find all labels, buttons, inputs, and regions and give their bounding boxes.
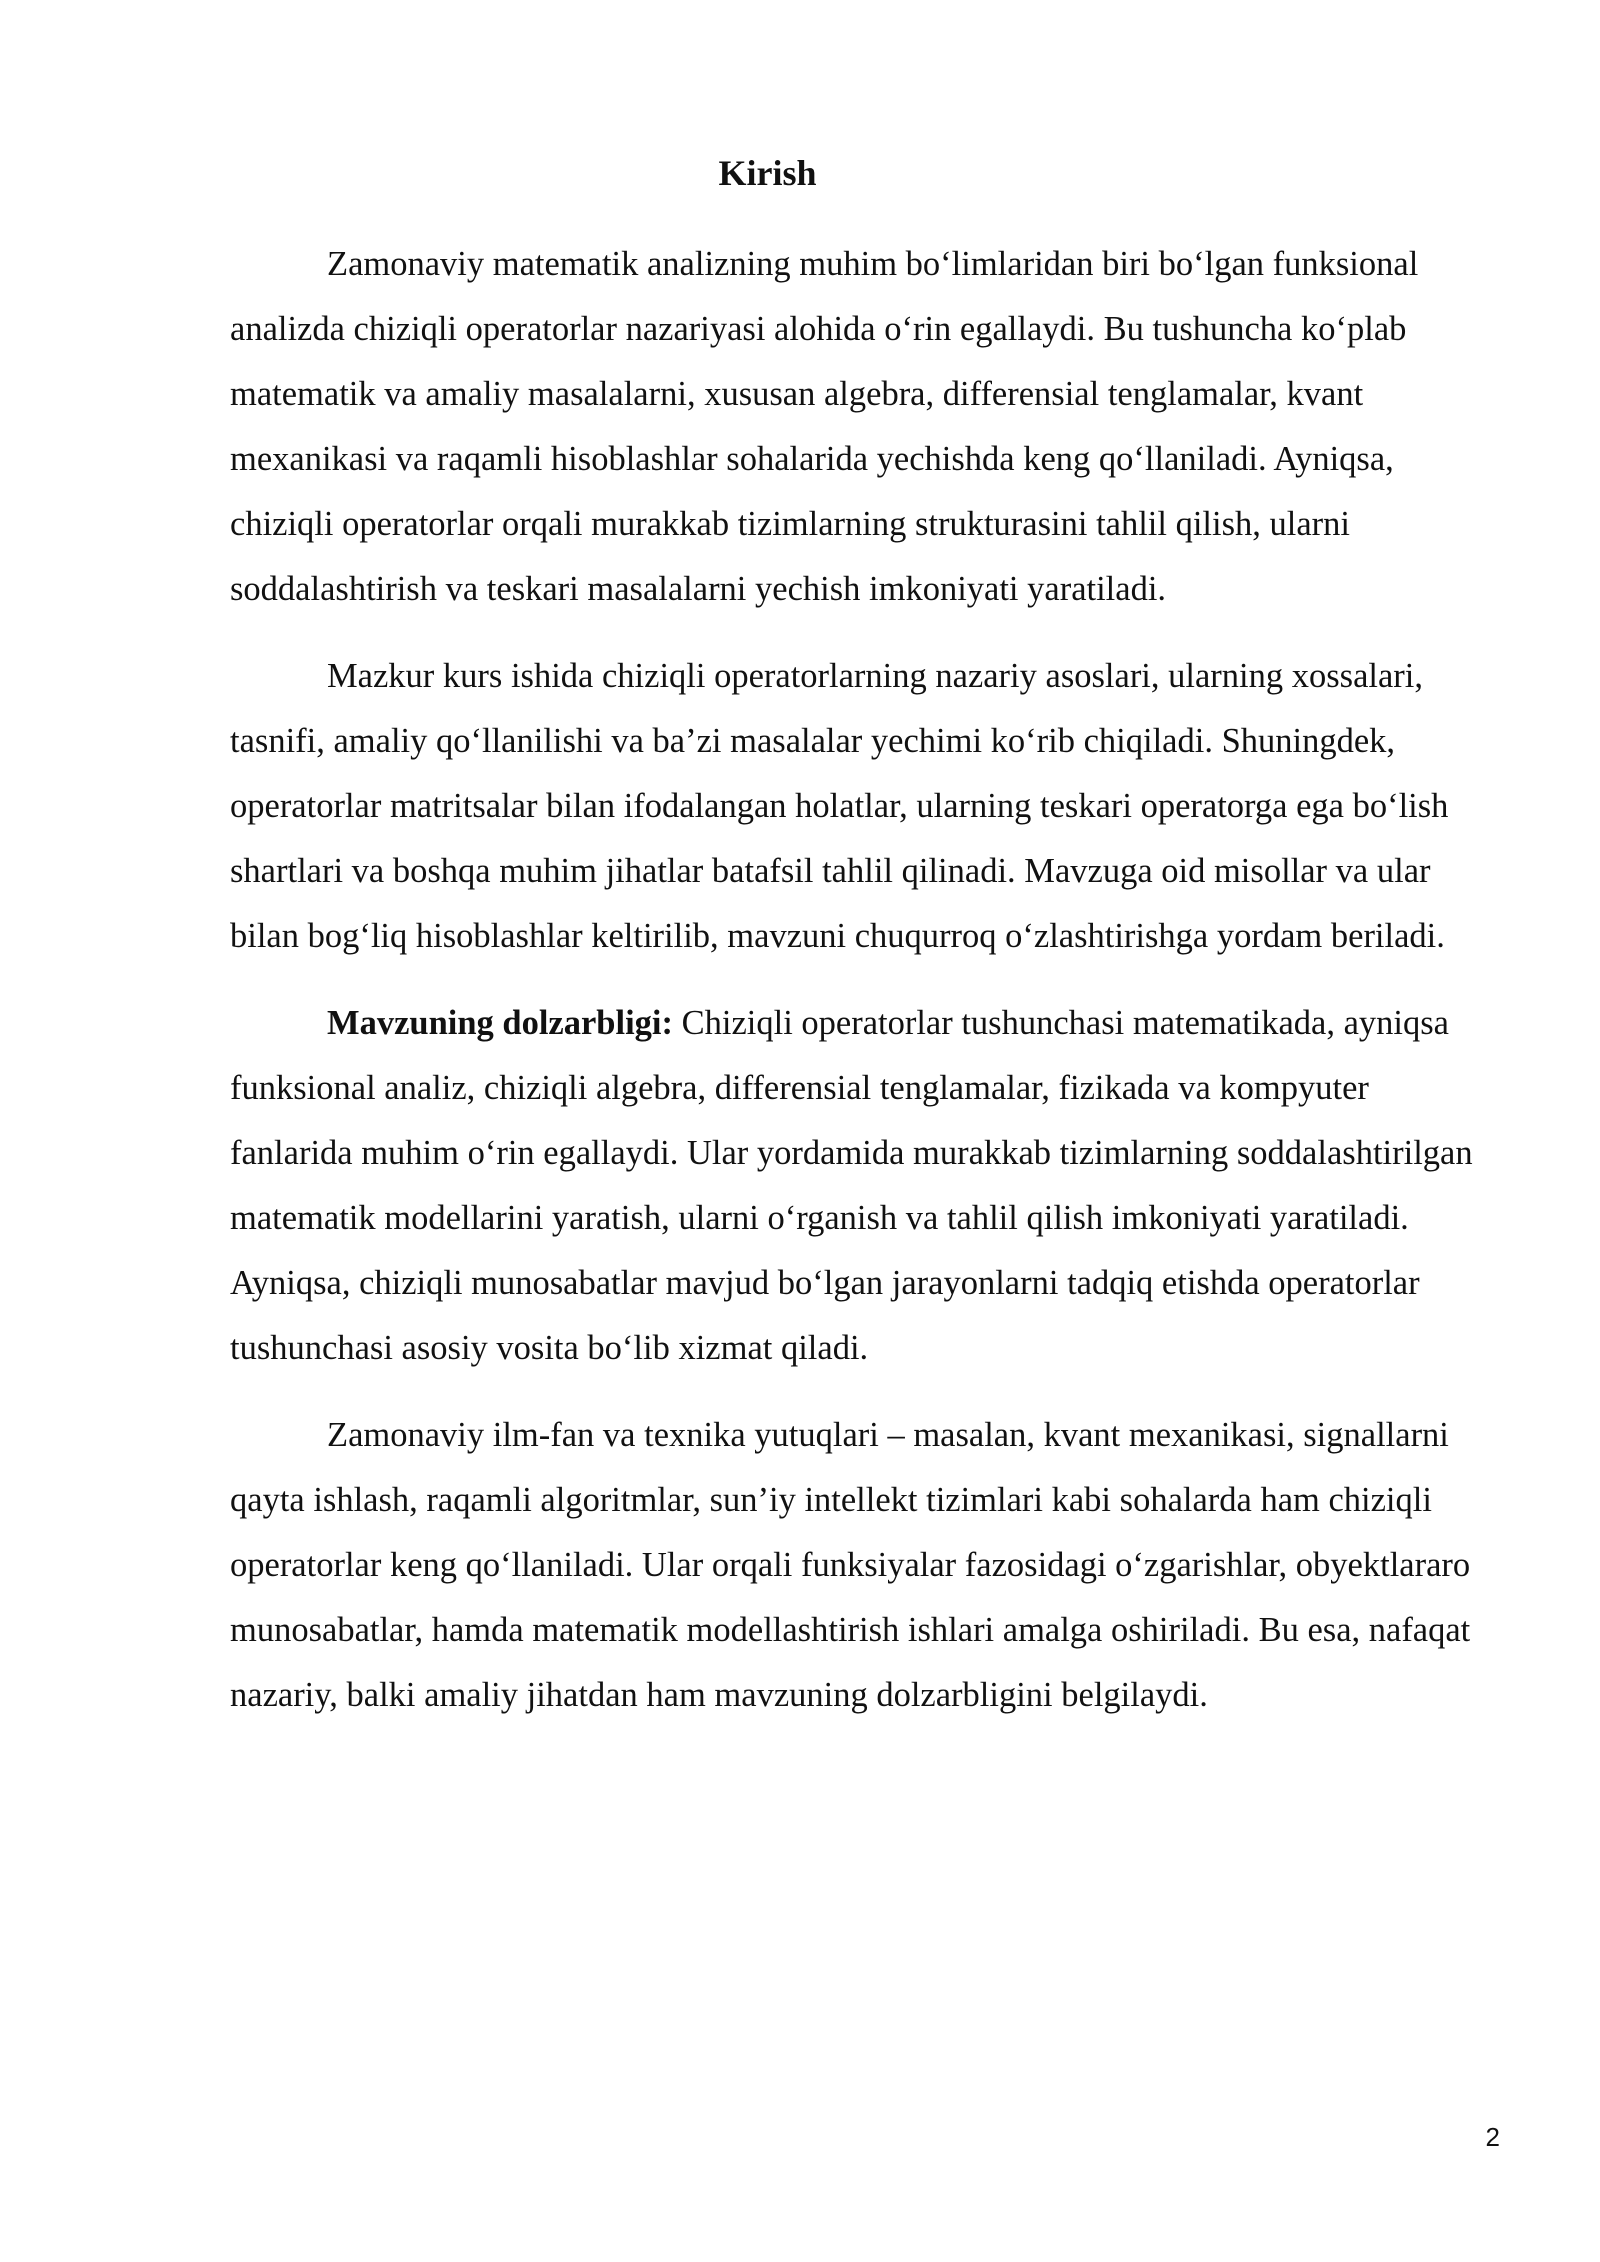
paragraph-text: Mazkur kurs ishida chiziqli operatorlarning nazariy asoslari, ularning xossalari, tasnifi, amaliy qo‘llanilishi va ba’zi masalalar yechimi ko‘rib chiqiladi. Shuningdek, operatorlar matritsalar bilan ifodalangan holatlar, ularning teskari operatorga ega bo‘lish shartlari va boshqa muhim jihatlar batafsil tahlil qilinadi. Mavzuga oid misollar va ular bilan bog‘liq hisoblashlar keltirilib, mavzuni chuqurroq o‘zlashtirishga yordam beriladi.	[230, 657, 1449, 955]
paragraph-lead-heading: Mavzuning dolzarbligi:	[327, 1004, 673, 1042]
paragraph-applications	[230, 1403, 1488, 1728]
paragraph-relevance	[230, 991, 1488, 1381]
paragraph-text: Zamonaviy matematik analizning muhim bo‘limlaridan biri bo‘lgan funksional analizda chiziqli operatorlar nazariyasi alohida o‘rin egallaydi. Bu tushuncha ko‘plab matematik va amaliy masalalarni, xususan algebra, differensial tenglamalar, kvant mexanikasi va raqamli hisoblashlar sohalarida yechishda keng qo‘llaniladi. Ayniqsa, chiziqli operatorlar orqali murakkab tizimlarning strukturasini tahlil qilish, ularni soddalashtirish va teskari masalalarni yechish imkoniyati yaratiladi.	[230, 245, 1419, 608]
document-body	[230, 232, 1488, 1750]
paragraph-text: Chiziqli operatorlar tushunchasi matematikada, ayniqsa funksional analiz, chiziqli algebra, differensial tenglamalar, fizikada va kompyuter fanlarida muhim o‘rin egallaydi. Ular yordamida murakkab tizimlarning soddalashtirilgan matematik modellarini yaratish, ularni o‘rganish va tahlil qilish imkoniyati yaratiladi. Ayniqsa, chiziqli munosabatlar mavjud bo‘lgan jarayonlarni tadqiq etishda operatorlar tushunchasi asosiy vosita bo‘lib xizmat qiladi.	[230, 1004, 1473, 1367]
paragraph-introduction	[230, 232, 1488, 622]
page-number: 2	[1485, 2122, 1500, 2152]
section-title: Kirish	[718, 153, 817, 193]
paragraph-course-scope	[230, 644, 1488, 969]
paragraph-text: Zamonaviy ilm-fan va texnika yutuqlari – masalan, kvant mexanikasi, signallarni qayta ishlash, raqamli algoritmlar, sun’iy intellekt tizimlari kabi sohalarda ham chiziqli operatorlar keng qo‘llaniladi. Ular orqali funksiyalar fazosidagi o‘zgarishlar, obyektlararo munosabatlar, hamda matematik modellashtirish ishlari amalga oshiriladi. Bu esa, nafaqat nazariy, balki amaliy jihatdan ham mavzuning dolzarbligini belgilaydi.	[230, 1416, 1471, 1714]
